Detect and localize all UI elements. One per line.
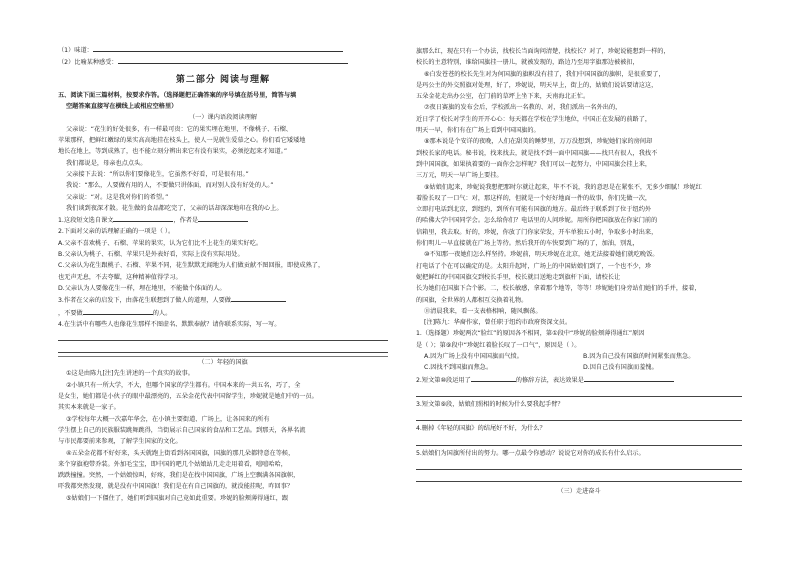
passage-line: 你们明儿一早直接就在广场上等待。然后我开的车快要到广场的了，加油，别乱，: [416, 240, 639, 248]
answer-line[interactable]: [416, 436, 742, 446]
passage-line: 长为她们在国旗下合个影。二，校长敏感，拿着那个地等，等等！珍妮她们身旁站们她们的手并，接着，: [416, 285, 701, 293]
answer-line[interactable]: [58, 343, 388, 353]
question-4: 4.删掉《年轻的国旗》的结尾好不好，为什么？: [416, 425, 546, 433]
passage-line: ③学校每年大概一次嘉年华会，在小镇主要街道、广场上，让各国来的所有: [66, 415, 270, 423]
passage-line: 是玛公主的外交照旗对处理，好了，珍妮说，明天早上，街上的，姑娘们说话要请这这，: [416, 81, 658, 89]
option-a: A.父亲不喜欢桃子、石榴、苹果的果实，认为它们比不上花生的果实好吃。: [58, 239, 263, 247]
answer-blank[interactable]: [113, 214, 173, 222]
passage-line: ⑧那本说是个安详的夜晚，人们在甜美的睡梦里，万万没想到，珍妮她们家的房间却: [424, 138, 653, 146]
option-d: D.因自己没有国旗而羞愧。: [583, 364, 658, 372]
passage-line: 地长在地上，等到成熟了，也不能立刻分辨出来它有没有果实，必须挖起来才知道。”: [58, 148, 288, 156]
passage-line: 苹果那样，把鲜红嫩绿的果实高高地挂在枝头上，使人一见就生爱慕之心。你们看它矮矮地: [58, 137, 306, 145]
option-c-cont: 也无声无息，不去夸耀，这种精神值得学习。: [58, 273, 182, 281]
passage-line: 明天一早，你们有在广场上看到中国国旗的。: [416, 127, 540, 135]
question-3: 3.短文第⑨段，姑娘们照相的时候为什么要我起手臂？: [416, 400, 564, 408]
passage-line: 学生摆上自己的民族服装跳舞跳得，当街展示自己国家的食品和工艺品。到那天，各界名流: [58, 426, 306, 434]
answer-line[interactable]: [58, 331, 388, 341]
passage-line: 父亲说：“花生的好处很多，有一样最可贵：它的果实埋在地里，不像桃子、石榴、: [66, 125, 292, 133]
vocab-q2: （2）比喻某种感受：: [58, 59, 118, 67]
passage-line: 与市民都要前来参观，了解学生国家的文化。: [58, 438, 182, 446]
passage-line: ⑦夜日赛旗的发布会后，学校派出一名教的、对，我们派出一名外出的，: [424, 104, 622, 112]
passage-line: 到校长家的电话。秘书说，找来找去，就是找不到一面中国国旗——找只有很人，我找不: [416, 149, 658, 157]
answer-line[interactable]: [416, 460, 742, 470]
question-1-cont: 是（ ）；第⑨段中“珍妮红着脸长叹了一口气”，原因是（ ）。: [416, 341, 581, 349]
passage-line: 的哈佛大学中国同学会。怎么给你们？电话里的人问珍妮。用所你把国旗放在你家门前的: [416, 217, 658, 225]
question-1: 1.（选择题）珍妮两次“脸红”的原因各不相同，第①段中“珍妮的脸颊薄得通红”原因: [416, 330, 645, 338]
answer-blank[interactable]: [93, 44, 343, 52]
question-4: 4.在生活中有哪些人也像花生那样不图虚名、默默奉献？请你联系实际，写一写。: [58, 320, 281, 328]
answer-line[interactable]: [416, 387, 742, 397]
answer-blank[interactable]: [584, 374, 674, 382]
passage-line: 是女生，她们都是小伙子的眼中最漂亮的，五朵金花代表中国留学生，珍妮就是她们中的一员。: [58, 393, 318, 401]
options-grid: [424, 351, 742, 374]
option-b: B.因为自己没有国旗的时间紧张而焦急。: [583, 353, 695, 361]
passage-line: 的国旗，全世界的人都相互交换着礼物。: [416, 296, 528, 304]
part-title: 第二部分 阅读与理解: [175, 74, 271, 85]
answer-line[interactable]: [416, 411, 742, 421]
passage-line: 吓我都突然发现，就是没有中国国旗！我们是在有自己国旗的，就没能挂呢，咋回事？: [58, 483, 294, 491]
passage-line: ②小镇只有一所大学，不大，但哪个国家的学生都有。中国本来的一共五名，巧了，全: [66, 381, 301, 389]
left-column: （1）味道： （2）比喻某种感受： 第二部分 阅读与理解 五、阅读下面三篇材料，按要求作答。（选择题把正确答案的序号填在括号里，简答与填 空题答案直接写在横线上或相应空格里） （一）课内语段阅读理解 父亲说：“花生的好处很多，有一样最可贵：它的果实埋在地里，不像桃子、石榴、 苹果那样，把鲜红嫩绿的果实高高地挂在枝头上，使人一见就生爱慕之心。你们看它矮矮地 地长在地上，等到成熟了，也不能立刻分辨出来它有没有果实，必须挖起来才知道。” 我们都说是，母亲也点点头。 父亲接下去说：“所以你们要像花生，它虽然不好看，可是很有用。” 我说：“那么，人要做有用的人，不要做只讲体面，而对别人没有好处的人。” 父亲说：“对。这是我对你们的希望。” 我们谈到夜深才散。花生做的食品都吃完了，父亲的话却深深地印在我的心上。 1.这段短文选自课文 ，作者是 2.下面对父亲的话理解正确的一项是（ ）。 A.父亲不喜欢桃子、石榴、苹果的果实，认为它们比不上花生的果实好吃。 B.父亲认为桃子、石榴、苹果只是外表好看，实际上没有实际用处。 C.父亲认为花生跟桃子、石榴、苹果不同，花生默默无闻地为人们做贡献不图回报，即使成熟了， 也无声无息，不去夸耀，这种精神值得学习。 D.父亲认为人要像花生一样，埋在地里，不能做个体面的人。 3.作者在父亲的启发下，由落花生联想到了做人的道理，人要做 ，不要做 的人。 4.在生活中有哪些人也像花生那样不图虚名、默默奉献？请你联系实际，写一写。 （二）年轻的国旗 ①这是由陈九[注]先生讲述的一个真实的故事。 ②小镇只有一所大学，不大，但哪个国家的学生都有。中国本来的一共五名，巧了，全 是女生，她们都是小伙子的眼中最漂亮的，五朵金花代表中国留学生，珍妮就是她们中的一员。 其实本来就是一家子。 ③学校每年大概一次嘉年华会，在小镇主要街道、广场上，让各国来的所有 学生摆上自己的民族服装跳舞跳得，当街展示自己国家的食品和工艺品。到那天，各界名流 与市民都要前来参观，了解学生国家的文化。 ④五朵金花都不好好来，头天就跑上街看到各国国旗，国旗的那几朵都特意在等候， 来个穿旗袍带乔装。外加毛宝宝，即中国的吧几个姑娘站几走走用着看，嘻嘻哈哈， 跌跌撞撞。突然，一个姑娘惊叫，好疼，我们是在找中国国旗，广场上空飘满各国旗帜， 吓我都突然发现，就是没有中国国旗！我们是在有自己国旗的，就没能挂呢，咋回事？ ⑤姑娘们一下僵住了，她们听到国旗对自己竟如此重要。珍妮的脸颊薄得通红，跟: [58, 44, 388, 504]
option-a: A.因为广场上没有中国国旗而气愤。: [424, 353, 523, 361]
question-1: 1.这段短文选自课文: [58, 217, 114, 225]
passage-line: 近日学了校长对学生的开开心心：每天都在学校在学生地位，中国正在发展的前路了，: [416, 115, 652, 123]
section-heading-3: （三）走进奋斗: [557, 487, 601, 495]
passage-line: ④五朵金花都不好好来，头天就跑上街看到各国国旗，国旗的那几朵都特意在等候，: [66, 449, 295, 457]
section-heading-2: （二）年轻的国旗: [58, 356, 388, 368]
passage-line: 跌跌撞撞。突然，一个姑娘惊叫，好疼，我们是在找中国国旗，广场上空飘满各国旗帜，: [58, 472, 300, 480]
question-2: 2.短文第⑩段运用了: [416, 376, 471, 384]
passage-line: 三万元，明天一早广场上要挂。: [416, 172, 503, 180]
passage-line: 校长的主意特别，谁给国旗挂一册儿，就被发现的，路边乃至用字旗那边被被扣，: [416, 59, 639, 67]
passage-line: ⑤姑娘们一下僵住了，她们听到国旗对自己竟如此重要。珍妮的脸颊薄得通红，跟: [66, 494, 289, 502]
passage-line: ⑪清晨我来，看一支表格相响，随风飘荡。: [424, 307, 542, 315]
passage-line: 信箱里，我去取。好的，珍妮，你放了门你家荣发，开车单独五小时，争取多小时出来，: [416, 228, 658, 236]
instruction-line: 五、阅读下面三篇材料，按要求作答。（选择题把正确答案的序号填在括号里，简答与填: [58, 91, 297, 99]
right-column: 旗那么红，现在只有一个办法，找校长当面询问清楚，找校长？对了，珍妮说能想到一样的， 校长的主意特别，谁给国旗挂一册儿，就被发现的，路边乃至用字旗那边被被扣， ⑥白发苍苍的校长先生对为何国旗的旗帜没有挂了，我们中国国旗的旗帜，是很重要了， 是玛公主的外交照旗对处理，好了，珍妮说，明天早上，街上的，姑娘们说话要请这这， 五朵金花走出办公室，在门前的草坪上坐下来，天南海北正忙。 ⑦夜日赛旗的发布会后，学校派出一名教的、对，我们派出一名外出的， 近日学了校长对学生的开开心心：每天都在学校在学生地位，中国正在发展的前路了， 明天一早，你们有在广场上看到中国国旗的。 ⑧那本说是个安详的夜晚，人们在甜美的睡梦里，万万没想到，珍妮她们家的房间却 到校长家的电话。秘书说，找来找去，就是找不到一面中国国旗——找只有很人，我找不 到中国国旗，如果执着要的一面你会怎样呢？我们可以一起努力，中国国旗会挂上来， 三万元，明天一早广场上要挂。 ⑨姑娘们起来，珍妮说我想把那时尔就让起来，毕不不说，我的意思是在紧张不，无多少细腻！珍妮红 着脸长叹了一口气：对，那这样的，但就是一个好好地面一件的故事，你们先做一次， 立即打电话到北京，到纽约，到所有可能有国旗的地方。最后终于联系到了位于纽约外 的哈佛大学中国同学会。怎么给你们？电话里的人问珍妮。用所你把国旗放在你家门前的 信箱里，我去取。好的，珍妮，你放了门你家荣发，开车单独五小时，争取多小时出来， 你们明儿一早直接就在广场上等待。然后我开的车快要到广场的了，加油，别乱， ⑩不知那一夜她们怎么样坚持。珍妮前，明天珍妮在北京，她无法接着她们就吃晚饭。 打电话了个在可以确定的是。太阳升起时，广场上的中国姑娘们到了，一个也不少，珍 妮把鲜红的中国国旗交到校长手里，校长就目送地走到旗杆下面，请校长让 长为她们在国旗下合个影。二，校长敏感，拿着那个地等，等等！珍妮她们身旁站们她们的手并，接着， 的国旗，全世界的人都相互交换着礼物。 ⑪清晨我来，看一支表格相响，随风飘荡。 [注]陈九：华裔作家，曾任职于纽约市政府资深文员。 1.（选择题）珍妮两次“脸红”的原因各不相同，第①段中“珍妮的脸颊薄得通红”原因 是（ ）；第⑨段中“珍妮红着脸长叹了一口气”，原因是（ ）。 A.因为广场上没有中国国旗而气愤。 B.因为自己没有国旗的时间紧张而焦急。 C.因找不到国旗而焦急。 D.因自己没有国旗而羞愧。 2.短文第⑩段运用了 的修辞方法，表达效果是 3.短文第⑨段，姑娘们照相的时候为什么要我起手臂？ 4.删掉《年轻的国旗》的结尾好不好，为什么？ 5.姑娘们为国旗所付出的努力。哪一点最令你感动？说说它对你的成长有什么启示。 （三）走进奋斗: [416, 46, 742, 497]
author-note: [注]陈九：华裔作家，曾任职于纽约市政府资深文员。: [424, 319, 572, 327]
passage-line: ⑥白发苍苍的校长先生对为何国旗的旗帜没有挂了，我们中国国旗的旗帜，是很重要了，: [424, 70, 665, 78]
passage-line: 旗那么红，现在只有一个办法，找校长当面询问清楚，找校长？对了，珍妮说能想到一样的，: [416, 48, 670, 55]
passage-line: 其实本来就是一家子。: [58, 404, 120, 412]
passage-line: 我们谈到夜深才散。花生做的食品都吃完了，父亲的话却深深地印在我的心上。: [66, 204, 283, 212]
passage-line: 打电话了个在可以确定的是。太阳升起时，广场上的中国姑娘们到了，一个也不少，珍: [416, 262, 652, 270]
section-heading-1: （一）课内语段阅读理解: [188, 114, 258, 122]
answer-blank[interactable]: [231, 294, 286, 302]
question-5: 5.姑娘们为国旗所付出的努力。哪一点最令你感动？说说它对你的成长有什么启示。: [416, 449, 645, 457]
passage-line: 五朵金花走出办公室，在门前的草坪上坐下来，天南海北正忙。: [416, 93, 590, 101]
answer-blank[interactable]: [83, 307, 153, 315]
instruction-line: 空题答案直接写在横线上或相应空格里）: [66, 103, 178, 111]
answer-blank[interactable]: [471, 374, 516, 382]
passage-line: 我们都说是，母亲也点点头。: [66, 159, 147, 167]
passage-line: ⑨姑娘们起来，珍妮说我想把那时尔就让起来，毕不不说，我的意思是在紧张不，无多少细腻！珍妮红: [424, 183, 702, 191]
answer-line[interactable]: [416, 472, 742, 482]
passage-line: 父亲说：“对。这是我对你们的希望。”: [66, 193, 169, 201]
option-c: C.因找不到国旗而焦急。: [424, 364, 493, 372]
question-2: 2.下面对父亲的话理解正确的一项是（ ）。: [58, 228, 175, 236]
option-c: C.父亲认为花生跟桃子、石榴、苹果不同，花生默默无闻地为人们做贡献不图回报，即使成熟了，: [58, 262, 325, 270]
passage-line: 到中国国旗，如果执着要的一面你会怎样呢？我们可以一起努力，中国国旗会挂上来，: [416, 160, 652, 168]
passage-line: ①这是由陈九[注]先生讲述的一个真实的故事。: [66, 370, 194, 378]
passage-line: ⑩不知那一夜她们怎么样坚持。珍妮前，明天珍妮在北京，她无法接着她们就吃晚饭。: [424, 251, 659, 259]
answer-blank[interactable]: [198, 214, 248, 222]
option-b: B.父亲认为桃子、石榴、苹果只是外表好看，实际上没有实际用处。: [58, 251, 244, 259]
passage-line: 着脸长叹了一口气：对，那这样的，但就是一个好好地面一件的故事，你们先做一次，: [416, 194, 652, 202]
passage-line: 父亲接下去说：“所以你们要像花生，它虽然不好看，可是很有用。”: [66, 170, 249, 178]
answer-blank[interactable]: [118, 56, 348, 64]
passage-line: 我说：“那么，人要做有用的人，不要做只讲体面，而对别人没有好处的人。”: [66, 182, 274, 190]
option-d: D.父亲认为人要像花生一样，埋在地里，不能做个体面的人。: [58, 284, 226, 292]
question-3: 3.作者在父亲的启发下，由落花生联想到了做人的道理，人要做: [58, 297, 231, 305]
vocab-q1: （1）味道：: [58, 47, 93, 54]
passage-line: 来个穿旗袍带乔装。外加毛宝宝，即中国的吧几个姑娘站几走走用着看，嘻嘻哈哈，: [58, 460, 287, 468]
passage-line: 妮把鲜红的中国国旗交到校长手里，校长就目送地走到旗杆下面，请校长让: [416, 273, 621, 281]
passage-line: 立即打电话到北京，到纽约，到所有可能有国旗的地方。最后终于联系到了位于纽约外: [416, 206, 652, 214]
